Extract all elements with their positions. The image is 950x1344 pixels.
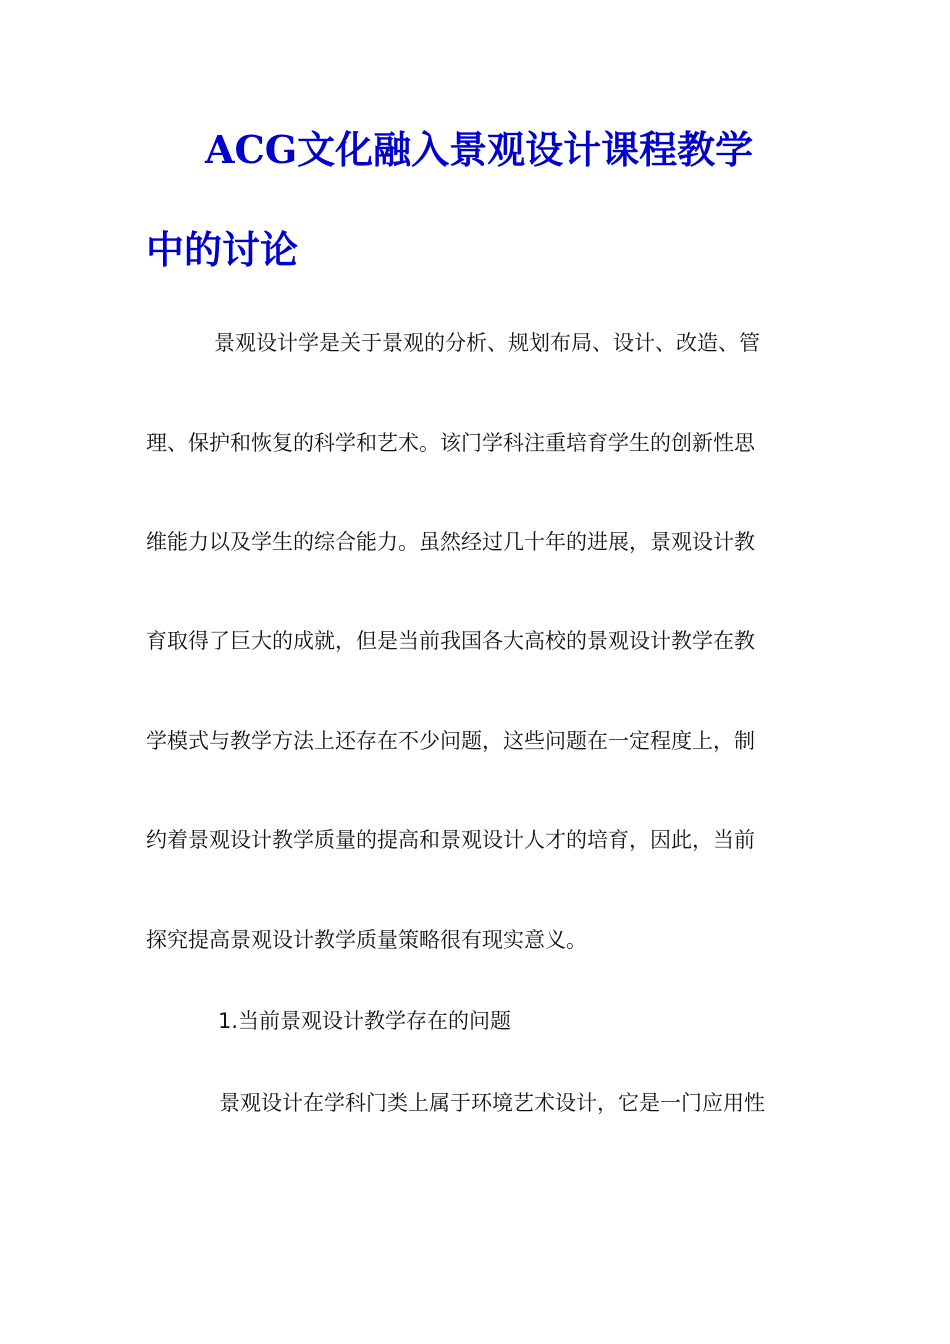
- body-text-line: 探究提高景观设计教学质量策略很有现实意义。: [146, 928, 587, 952]
- body-text-line: 约着景观设计教学质量的提高和景观设计人才的培育，因此，当前: [146, 828, 755, 852]
- body-text-line: 学模式与教学方法上还存在不少问题，这些问题在一定程度上，制: [146, 729, 755, 753]
- body-text-line: 育取得了巨大的成就，但是当前我国各大高校的景观设计教学在教: [146, 629, 755, 653]
- body-text-line: 维能力以及学生的综合能力。虽然经过几十年的进展，景观设计教: [146, 530, 755, 554]
- section-heading: 1.当前景观设计教学存在的问题: [218, 1009, 512, 1033]
- document-title-line-1: ACG文化融入景观设计课程教学: [205, 127, 754, 172]
- body-text-line: 景观设计学是关于景观的分析、规划布局、设计、改造、管: [214, 331, 760, 355]
- section-paragraph-line: 景观设计在学科门类上属于环境艺术设计，它是一门应用性: [219, 1091, 765, 1115]
- document-title-line-2: 中的讨论: [146, 227, 299, 272]
- body-text-line: 理、保护和恢复的科学和艺术。该门学科注重培育学生的创新性思: [146, 431, 755, 455]
